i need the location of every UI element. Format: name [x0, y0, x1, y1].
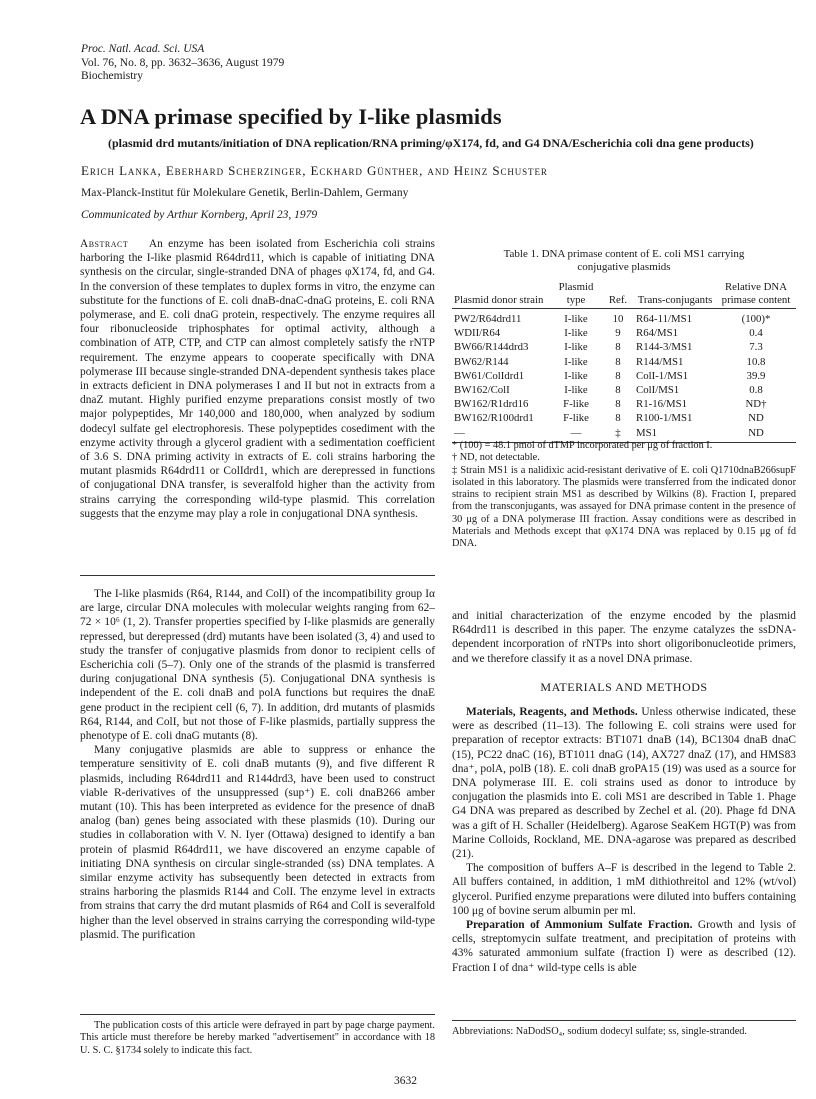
- footnote-text: The publication costs of this article were defrayed in part by page charge payment. This article must therefore be hereby marked "advertisement" in accordance with 18 U. S. C. §1734 solely to indicate this fact.: [80, 1020, 435, 1056]
- journal-name: Proc. Natl. Acad. Sci. USA: [81, 43, 205, 55]
- affiliation: Max-Planck-Institut für Molekulare Genetik, Berlin-Dahlem, Germany: [81, 187, 409, 199]
- table-cell: F-like: [563, 412, 589, 425]
- table-cell: 7.3: [749, 341, 763, 354]
- table-cell: 8: [615, 398, 621, 411]
- table-cell: I-like: [564, 327, 588, 340]
- table-cell: R100-1/MS1: [636, 412, 693, 425]
- table-caption: [452, 248, 796, 274]
- abstract-text: An enzyme has been isolated from Escherichia coli strains harboring the I-like plasmid R64drd11, which is capable of initiating DNA synthesis on the circular, single-stranded DNA of phages φX174, fd, and G4. In the conversion of these templates to duplex forms in vitro, the enzyme can substitute for the functions of E. coli dnaB-dnaC-dnaG proteins, E. coli RNA polymerase, and E. coli dnaG protein, respectively. The enzyme requires all four ribonucleoside triphosphates for optimal activity, although a combination of ATP, CTP, and CTP can almost completely satisfy the rNTP requirement. The enzyme appears to cooperate specifically with DNA polymerase III because single-stranded DNA-dependent synthesis takes place in extracts deficient in DNA polymerases I and II but not in extracts from a dnaZ mutant. Highly purified enzyme preparations consist mostly of two major polypeptides, Mr 140,000 and 180,000, when analyzed by sodium dodecyl sulfate gel electrophoresis. These polypeptides cosediment with the enzyme activity through a glycerol gradient with a sedimentation coefficient of 3.6 S. DNA priming activity in extracts of E. coli strains harboring the mutant plasmids R64drd11 or ColIdrd1, which are derepressed in functions of conjugational DNA transfer, is severalfold higher than the activity from strains carrying the corresponding wild-type plasmid. This correlation suggests that the enzyme may play a role in conjugational DNA synthesis.: [80, 238, 435, 520]
- paragraph-head: Preparation of Ammonium Sulfate Fraction.: [466, 919, 693, 932]
- table-cell: 8: [615, 412, 621, 425]
- col-header: Plasmid type: [550, 281, 602, 309]
- table-cell: BW62/R144: [454, 355, 509, 368]
- table-cell: WDII/R64: [454, 327, 501, 340]
- communicated-by: Communicated by Arthur Kornberg, April 23, 1979: [81, 209, 318, 221]
- table-cell: ND: [748, 412, 764, 425]
- methods-paragraph: [452, 918, 796, 975]
- table-cell: 0.8: [749, 384, 763, 397]
- table-cell: 8: [615, 384, 621, 397]
- table-cell: BW162/R1drd16: [454, 398, 529, 411]
- table-cell: ND: [716, 426, 796, 443]
- table-caption-line: Table 1. DNA primase content of E. coli MS1 carrying: [503, 248, 745, 260]
- article-keywords: (plasmid drd mutants/initiation of DNA replication/RNA priming/φX174, fd, and G4 DNA/Escherichia coli dna gene products): [108, 136, 754, 150]
- table-note: † ND, not detectable.: [452, 452, 540, 464]
- table-cell: BW66/R144drd3: [454, 341, 529, 354]
- abstract-rule: [80, 575, 435, 576]
- intro-text: [80, 587, 435, 942]
- section-heading: MATERIALS AND METHODS: [540, 680, 708, 694]
- paragraph-head: Materials, Reagents, and Methods.: [466, 706, 638, 718]
- table-cell: R144-3/MS1: [636, 341, 693, 354]
- authors: Erich Lanka, Eberhard Scherzinger, Eckhard Günther, and Heinz Schuster: [81, 163, 548, 178]
- table-cell: R144/MS1: [636, 355, 684, 368]
- col-header: Ref.: [602, 281, 634, 309]
- table-cell: 9: [615, 327, 621, 340]
- table-caption-line: conjugative plasmids: [577, 261, 671, 273]
- table-row: [452, 340, 796, 354]
- table-cell: BW61/ColIdrd1: [454, 369, 525, 382]
- table-cell: 10.8: [746, 355, 766, 368]
- table-cell: F-like: [563, 398, 589, 411]
- primase-table: [452, 281, 796, 443]
- table-note: ‡ Strain MS1 is a nalidixic acid-resistant derivative of E. coli Q1710dnaB266supF isolated in this laboratory. The plasmids were transferred from the indicated donor strains to recipient strain MS1 as described by Wilkins (8). Fraction I, prepared from the transconjugants, was assayed for DNA primase content in the presence of 30 μg of a DNA polymerase III fraction. Assay conditions were as described in Materials and Methods except that φX174 DNA was replaced by 0.15 μg of fd DNA.: [452, 464, 796, 550]
- journal-header: [81, 43, 284, 84]
- table-cell: I-like: [564, 384, 588, 397]
- table-cell: ‡: [602, 426, 634, 443]
- table-cell: —: [452, 426, 550, 443]
- table-header-row: [452, 281, 796, 309]
- table-row: [452, 355, 796, 369]
- table-cell: R64/MS1: [636, 327, 679, 340]
- table-cell: —: [550, 426, 602, 443]
- table-cell: R64-11/MS1: [636, 313, 692, 325]
- intro-continued: [452, 609, 796, 666]
- table-cell: BW162/ColI: [454, 384, 510, 397]
- table-cell: ColI/MS1: [636, 384, 680, 397]
- col-header: Plasmid donor strain: [452, 281, 550, 309]
- table-cell: (100)*: [741, 313, 771, 325]
- intro-paragraph: Many conjugative plasmids are able to suppress or enhance the temperature sensitivity of E. coli dnaB mutants (9), and five different R plasmids, including R64drd11 and R144drd3, have been used to construct viable R-derivatives of the unsuppressed (sup⁺) E. coli dnaB266 amber mutant (10). This has been interpreted as evidence for the presence of dnaB analog (ban) genes being associated with these plasmids (10). During our studies in collaboration with V. N. Iyer (Ottawa) designed to identify a ban protein of plasmid R64drd11, we have discovered an enzyme capable of initiating DNA synthesis on circular single-stranded (ss) DNA templates. A similar enzyme activity has subsequently been detected in extracts from strains harboring the plasmids R144 and ColI. The enzyme level in extracts from strains that carry the drd mutant plasmids of R64 and ColI is severalfold higher than the level observed in strains carrying the corresponding wild-type plasmid. The purification: [80, 744, 435, 941]
- table-cell: I-like: [564, 369, 588, 382]
- table-cell: 8: [615, 369, 621, 382]
- table-row: [452, 383, 796, 397]
- table-cell: 10: [612, 313, 624, 325]
- table-cell: I-like: [564, 341, 588, 354]
- table-cell: MS1: [634, 426, 716, 443]
- table-cell: 0.4: [749, 327, 763, 340]
- journal-volume: Vol. 76, No. 8, pp. 3632–3636, August 1979: [81, 56, 285, 69]
- table-row: [452, 397, 796, 411]
- table-cell: I-like: [564, 355, 588, 368]
- journal-section: Biochemistry: [81, 70, 143, 82]
- intro-paragraph: The I-like plasmids (R64, R144, and ColI) of the incompatibility group Iα are large, circular DNA molecules with molecular weights ranging from 62–72 × 10⁶ (1, 2). Transfer properties specified by I-like plasmids are generally repressed, but derepressed (drd) mutants have been isolated (3, 4) and used to study the transfer of conjugative plasmids from donor to recipient cells of Escherichia coli (5–7). Only one of the strands of the plasmid is transferred during conjugational DNA synthesis (5). Conjugational DNA synthesis is independent of the E. coli dnaB and polA functions but requires the dnaE gene product in the recipient cell (6, 7). In addition, drd mutants of plasmids R64, R144, and ColI, but not those of F-like plasmids, partially suppress the phenotype of E. coli dnaG mutants (8).: [80, 588, 435, 743]
- table-cell: 8: [615, 355, 621, 368]
- table-cell: ND†: [745, 398, 767, 411]
- table-cell: ColI-1/MS1: [636, 369, 689, 382]
- col-header: Relative DNA primase content: [716, 281, 796, 309]
- article-title: A DNA primase specified by I-like plasmids: [80, 104, 502, 129]
- table-cell: 8: [615, 341, 621, 354]
- table-row: [452, 326, 796, 340]
- table-note: * (100) = 48.1 pmol of dTMP incorporated per μg of fraction I.: [452, 440, 713, 451]
- paragraph-text: Unless otherwise indicated, these were as described (11–13). The following E. coli strains were used for preparation of receptor extracts: BT1071 dnaB (14), BC1304 dnaB dnaC (15), PC22 dnaC (16), BT1011 dnaG (14), AX727 dnaZ (17), and HMS83 dna⁺, polA, polB (18). E. coli dnaB groPA15 (19) was used as a source for DNA polymerase III. E. coli strains used as donor to introduce by conjugation the plasmids into E. coli MS1 are described in Table 1. Phage G4 DNA was prepared as described by Zechel et al. (20). Phage fd DNA was a gift of H. Schaller (Heidelberg). Agarose SeaKem HGT(P) was from Marine Colloids, Rockland, ME. DNA-agarose was prepared as described (21).: [452, 706, 796, 861]
- table-notes: [452, 440, 796, 551]
- abstract-label: Abstract: [80, 238, 129, 250]
- paragraph-text: Growth and lysis of cells, streptomycin sulfate treatment, and precipitation of proteins with 43% saturated ammonium sulfate (fraction I) were as described (12). Fraction I of dna⁺ wild-type cells is able: [452, 919, 796, 974]
- methods-paragraph: [452, 705, 796, 861]
- footnote-rule: [80, 1014, 435, 1015]
- methods-paragraph: [452, 861, 796, 918]
- table-cell: BW162/R100drd1: [454, 412, 534, 425]
- intro-continued-text: and initial characterization of the enzyme encoded by the plasmid R64drd11 is described in this paper. The enzyme catalyzes the ssDNA-dependent incorporation of rNTPs into short oligoribonucleotide primers, and we therefore classify it as a novel DNA primase.: [452, 610, 796, 665]
- col-header: Trans-conjugants: [634, 281, 716, 309]
- table-cell: R1-16/MS1: [636, 398, 687, 411]
- table-cell: I-like: [564, 313, 588, 325]
- abbrev-rule: [452, 1020, 796, 1021]
- abbreviations: Abbreviations: NaDodSO₄, sodium dodecyl sulfate; ss, single-stranded.: [452, 1026, 748, 1037]
- paragraph-text: The composition of buffers A–F is described in the legend to Table 2. All buffers contained, in addition, 1 mM dithiothreitol and 12% (wt/vol) glycerol. Purified enzyme preparations were diluted into buffers containing 100 μg of bovine serum albumin per ml.: [452, 862, 796, 917]
- table-row: [452, 309, 796, 327]
- page-number: 3632: [394, 1075, 417, 1087]
- table-row: [452, 411, 796, 425]
- abstract: [80, 237, 435, 521]
- methods-text: [452, 705, 796, 975]
- table-row: [452, 369, 796, 383]
- publication-footnote: [80, 1020, 435, 1057]
- table-cell: PW2/R64drd11: [454, 313, 522, 325]
- table-cell: 39.9: [746, 369, 766, 382]
